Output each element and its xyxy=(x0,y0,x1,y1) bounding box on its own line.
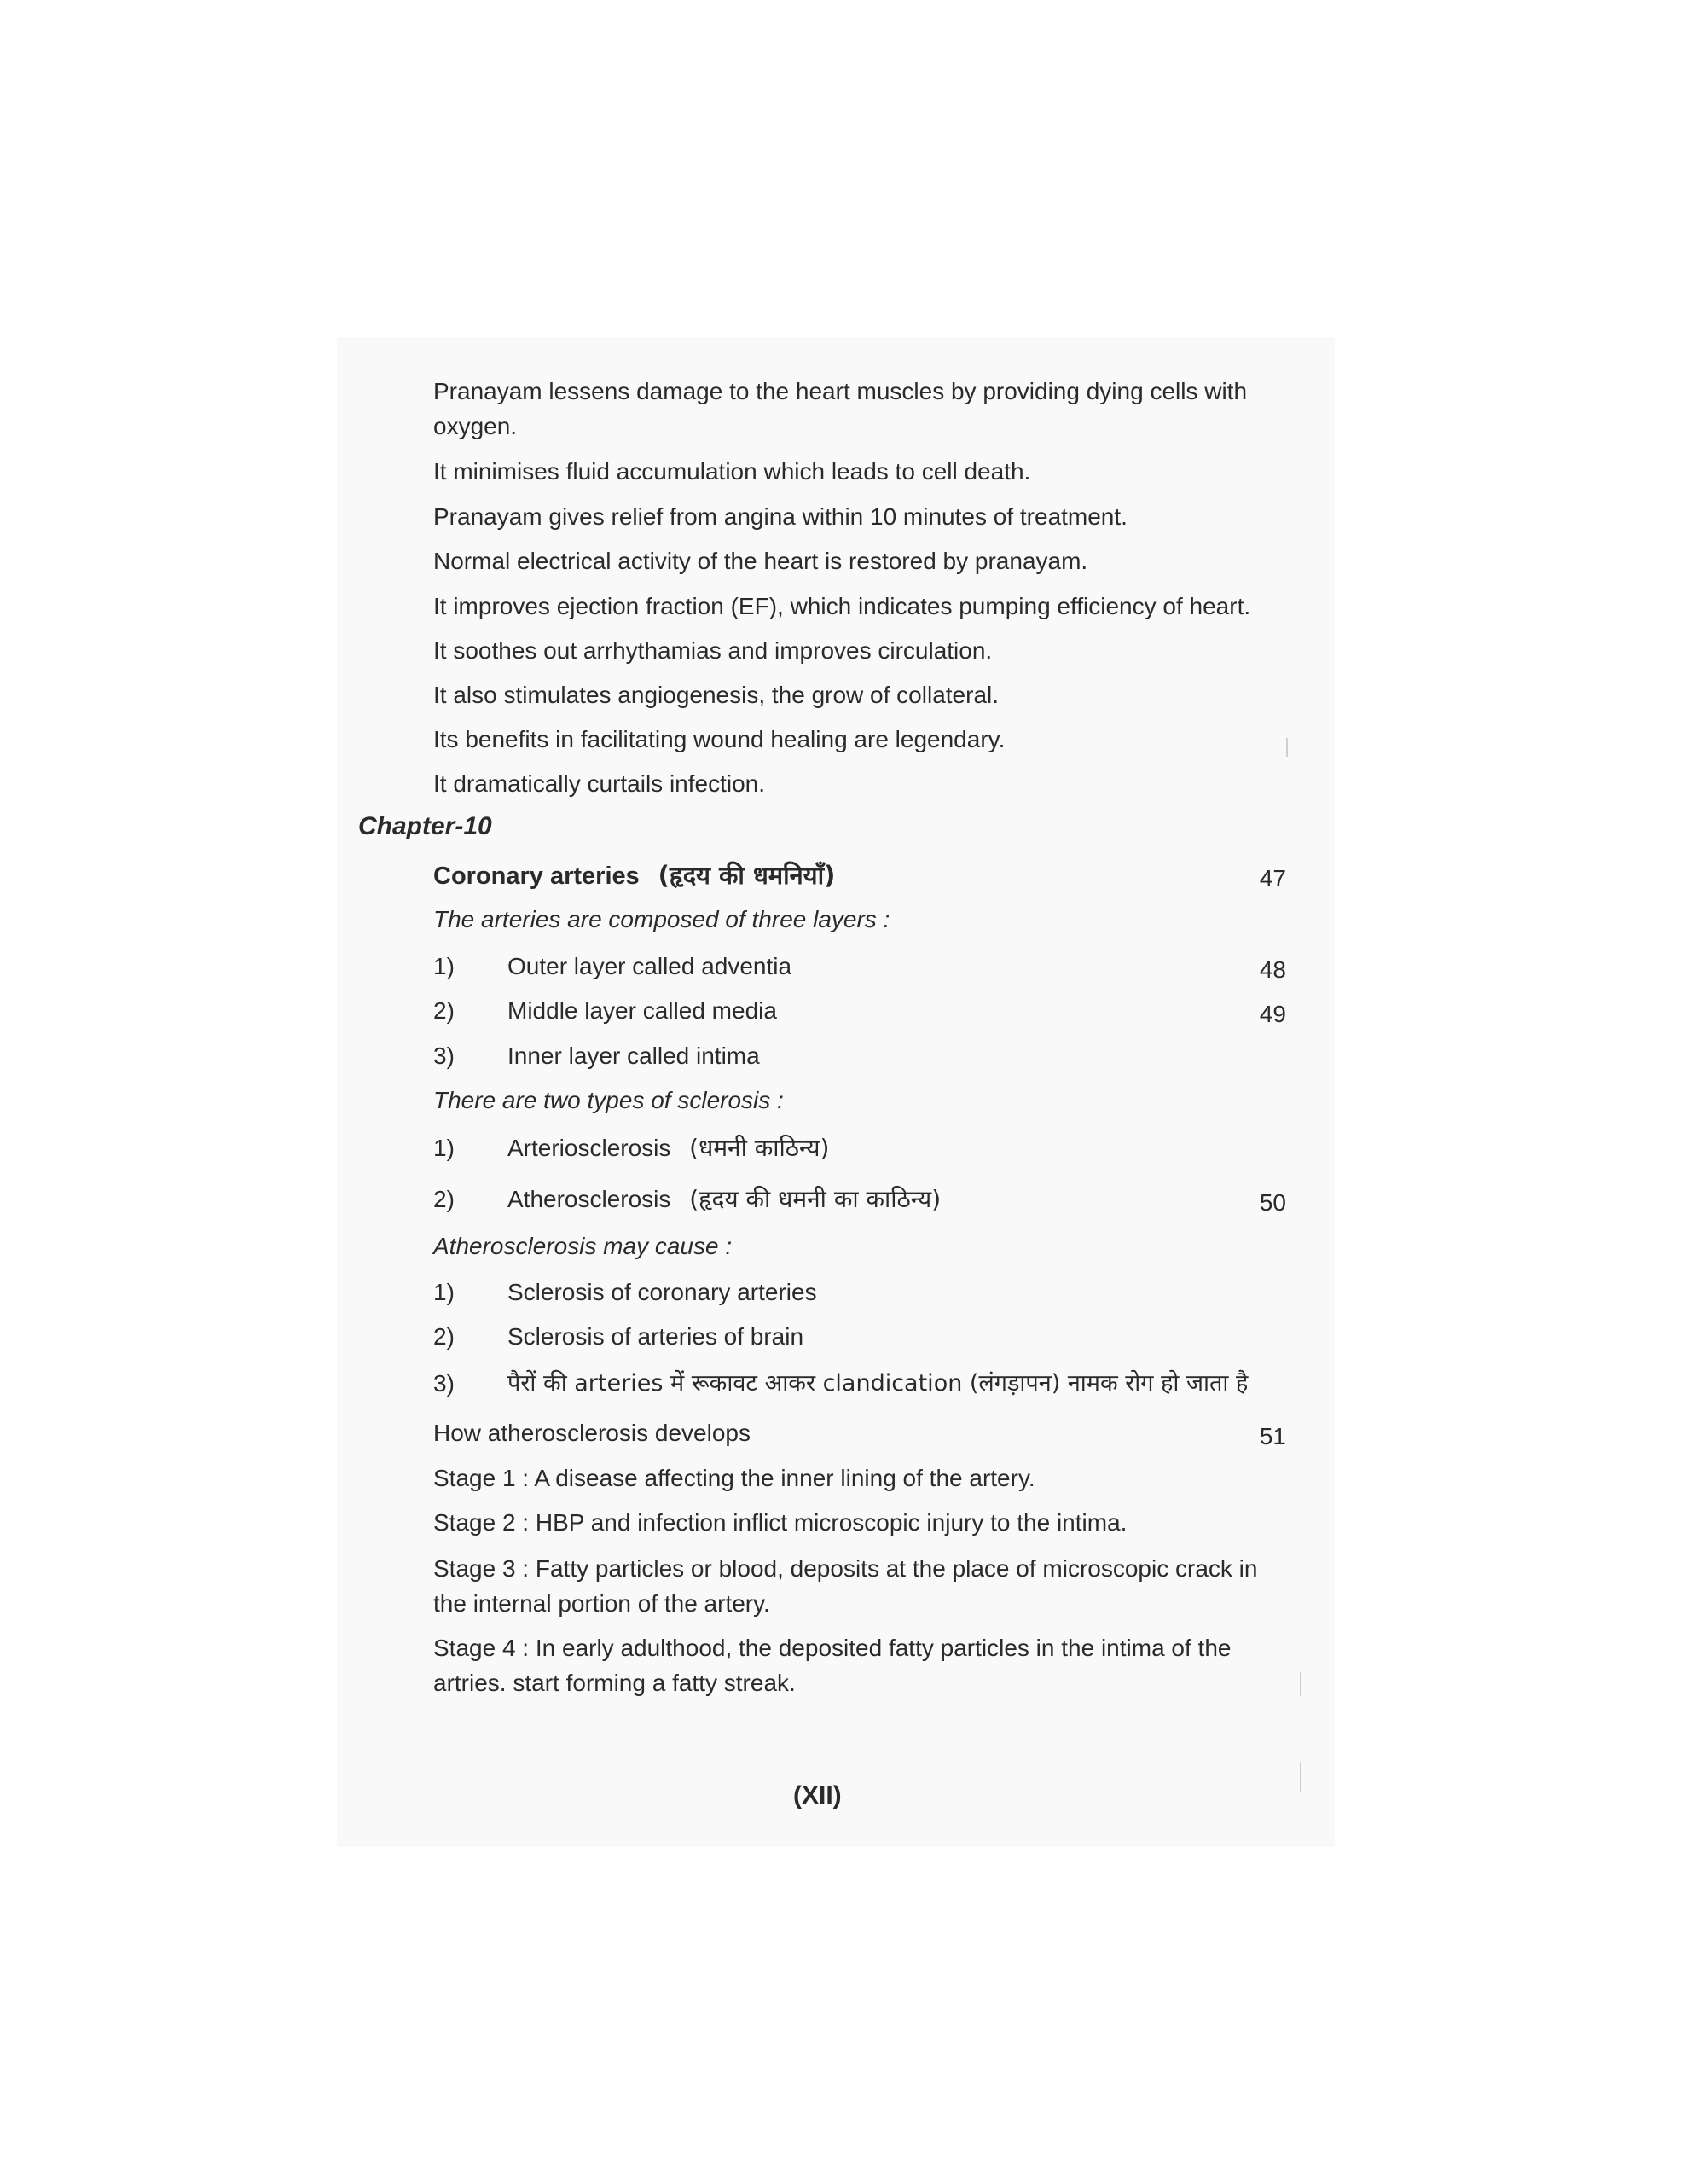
heading-page-number: 47 xyxy=(1259,865,1286,892)
sclerosis-1-number: 1) xyxy=(433,1135,455,1161)
scan-speck xyxy=(1300,1672,1301,1696)
layer-3-text: Inner layer called intima xyxy=(507,1043,760,1069)
sclerosis-2-page: 50 xyxy=(1259,1189,1286,1216)
intro-line-7: It also stimulates angiogenesis, the grow of collateral. xyxy=(433,682,1000,708)
intro-line-2: It minimises fluid accumulation which leads to cell death. xyxy=(433,458,1031,485)
layer-2-text: Middle layer called media xyxy=(507,997,777,1024)
cause-1-number: 1) xyxy=(433,1279,455,1305)
stage-3: Stage 3 : Fatty particles or blood, deposits at the place of microscopic crack in the internal portion of the artery. xyxy=(433,1555,1258,1617)
stage-2: Stage 2 : HBP and infection inflict microscopic injury to the intima. xyxy=(433,1509,1128,1536)
cause-3-text: पैरों की arteries में रूकावट आकर clandication (लंगड़ापन) नामक रोग हो जाता है xyxy=(507,1370,1249,1397)
intro-line-3: Pranayam gives relief from angina within 10 minutes of treatment. xyxy=(433,503,1128,530)
develops-heading: How atherosclerosis develops xyxy=(433,1420,751,1446)
sclerosis-2-number: 2) xyxy=(433,1186,455,1212)
sclerosis-1-item xyxy=(507,1131,829,1165)
heading-hindi: (हृदय की धमनियाँ) xyxy=(658,861,836,890)
stage-4: Stage 4 : In early adulthood, the deposited fatty particles in the intima of the artries. start forming a fatty streak. xyxy=(433,1635,1232,1696)
intro-line-5: It improves ejection fraction (EF), which indicates pumping efficiency of heart. xyxy=(433,593,1251,619)
intro-line-9: It dramatically curtails infection. xyxy=(433,770,766,797)
cause-3-number: 3) xyxy=(433,1370,455,1397)
intro-line-8: Its benefits in facilitating wound healing are legendary. xyxy=(433,726,1006,752)
causes-intro: Atherosclerosis may cause : xyxy=(433,1233,733,1259)
layers-intro: The arteries are composed of three layers : xyxy=(433,906,890,932)
chapter-title: Chapter-10 xyxy=(358,812,492,840)
sclerosis-2-hindi: (हृदय की धमनी का काठिन्य) xyxy=(689,1185,942,1213)
sclerosis-1-hindi: (धमनी काठिन्य) xyxy=(689,1134,830,1162)
sclerosis-2-item xyxy=(507,1182,941,1217)
cause-2-number: 2) xyxy=(433,1323,455,1350)
scan-speck xyxy=(1286,738,1288,757)
layer-1-number: 1) xyxy=(433,953,455,979)
scan-speck xyxy=(1300,1762,1301,1792)
sclerosis-2-text: Atherosclerosis xyxy=(507,1186,671,1212)
sclerosis-intro: There are two types of sclerosis : xyxy=(433,1087,784,1113)
section-heading xyxy=(433,858,835,893)
intro-line-1: Pranayam lessens damage to the heart muscles by providing dying cells with oxygen. xyxy=(433,378,1248,439)
cause-1-text: Sclerosis of coronary arteries xyxy=(507,1279,817,1305)
footer-page-number: (XII) xyxy=(793,1781,842,1809)
heading-english: Coronary arteries xyxy=(433,863,640,890)
stage-1: Stage 1 : A disease affecting the inner lining of the artery. xyxy=(433,1465,1035,1491)
layer-3-number: 3) xyxy=(433,1043,455,1069)
sclerosis-1-text: Arteriosclerosis xyxy=(507,1135,671,1161)
layer-1-text: Outer layer called adventia xyxy=(507,953,792,979)
cause-2-text: Sclerosis of arteries of brain xyxy=(507,1323,804,1350)
layer-1-page: 48 xyxy=(1259,956,1286,983)
intro-line-4: Normal electrical activity of the heart is restored by pranayam. xyxy=(433,548,1088,574)
intro-line-6: It soothes out arrhythamias and improves circulation. xyxy=(433,637,993,664)
layer-2-number: 2) xyxy=(433,997,455,1024)
layer-2-page: 49 xyxy=(1259,1001,1286,1027)
develops-page: 51 xyxy=(1259,1423,1286,1449)
